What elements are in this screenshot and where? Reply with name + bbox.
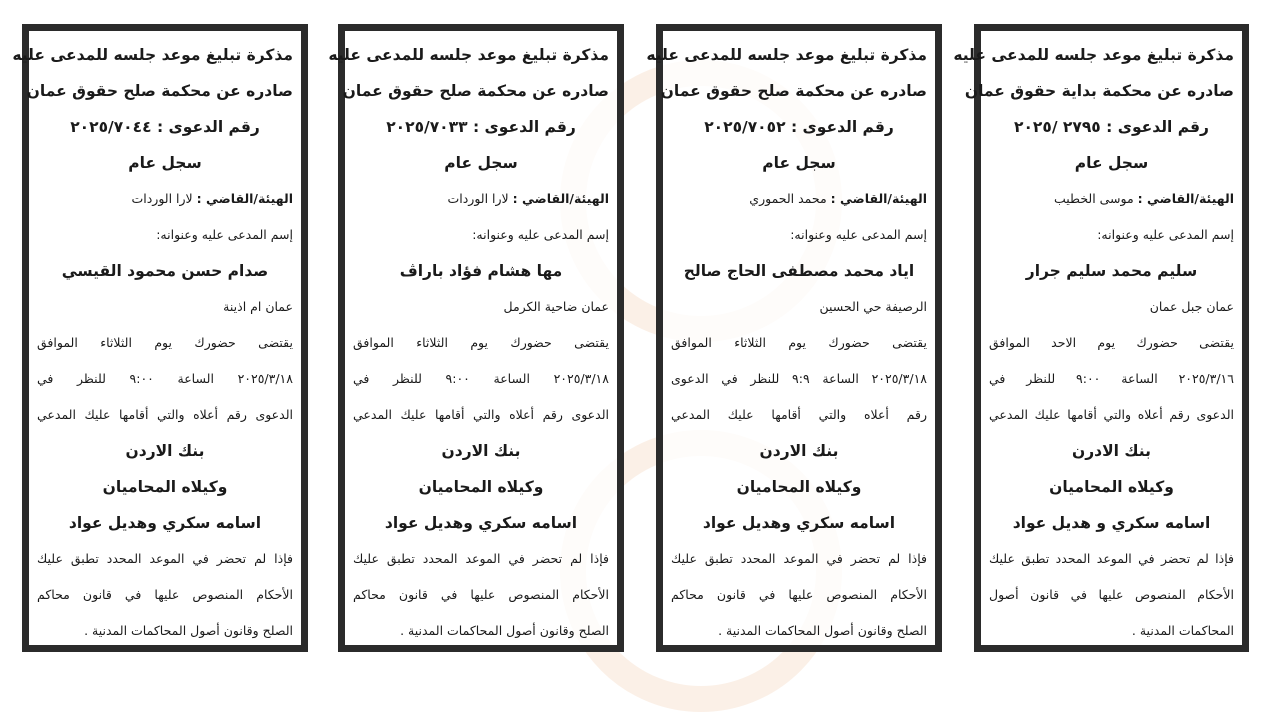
plaintiff-name: بنك الادرن — [1072, 442, 1151, 460]
hearing-text-1: يقتضى حضورك يوم الاحد الموافق — [989, 335, 1234, 350]
hearing-text-3: الدعوى رقم أعلاه والتي أقامها عليك المدعي — [37, 407, 293, 422]
defendant-address: عمان جبل عمان — [1149, 299, 1234, 314]
warning-text-1: فإذا لم تحضر في الموعد المحدد تطبق عليك — [989, 551, 1234, 566]
judge-name: محمد الحموري — [749, 191, 827, 206]
hearing-text-1: يقتضى حضورك يوم الثلاثاء الموافق — [671, 335, 927, 350]
notice-title: مذكرة تبليغ موعد جلسه للمدعى عليه — [328, 46, 609, 64]
plaintiff-name: بنك الاردن — [759, 442, 839, 460]
attorneys-names: اسامه سكري وهديل عواد — [702, 514, 896, 532]
warning-text-3: الصلح وقانون أصول المحاكمات المدنية . — [718, 623, 927, 638]
plaintiff-name: بنك الاردن — [441, 442, 521, 460]
notice-title: مذكرة تبليغ موعد جلسه للمدعى عليه — [12, 46, 293, 64]
notice-card — [953, 24, 1249, 652]
hearing-text-3: رقم أعلاه والتي أقامها عليك المدعي — [671, 407, 927, 422]
hearing-text-2: ٢٠٢٥/٣/١٨ الساعة ٩:٠٠ للنظر في — [37, 371, 293, 386]
defendant-name: اياد محمد مصطفى الحاج صالح — [683, 262, 915, 280]
defendant-name: صدام حسن محمود القيسي — [61, 262, 269, 280]
defendant-name: مها هشام فؤاد باراڤ — [399, 262, 563, 280]
warning-text-1: فإذا لم تحضر في الموعد المحدد تطبق عليك — [37, 551, 293, 566]
judge-line — [989, 181, 1234, 217]
hearing-text-1: يقتضى حضورك يوم الثلاثاء الموافق — [37, 335, 293, 350]
hearing-text-2: ٢٠٢٥/٣/١٦ الساعة ٩:٠٠ للنظر في — [989, 371, 1234, 386]
warning-text-2: الأحكام المنصوص عليها في قانون محاكم — [671, 587, 927, 602]
notice-card — [646, 24, 942, 652]
notice-card — [12, 24, 308, 652]
judge-label: الهيئة/القاضي : — [512, 191, 609, 206]
notice-title: مذكرة تبليغ موعد جلسه للمدعى عليه — [646, 46, 927, 64]
defendant-label: إسم المدعى عليه وعنوانه: — [1097, 227, 1234, 242]
attorneys-names: اسامه سكري وهديل عواد — [68, 514, 262, 532]
case-number: رقم الدعوى : ٢٠٢٥/٧٠٤٤ — [70, 118, 260, 136]
warning-text-2: الأحكام المنصوص عليها في قانون محاكم — [37, 587, 293, 602]
defendant-name: سليم محمد سليم جرار — [1025, 262, 1198, 280]
judge-line — [37, 181, 293, 217]
hearing-text-2: ٢٠٢٥/٣/١٨ الساعة ٩:٠٠ للنظر في — [353, 371, 609, 386]
warning-text-2: الأحكام المنصوص عليها في قانون أصول — [989, 587, 1234, 602]
court-name: صادره عن محكمة صلح حقوق عمان — [660, 82, 927, 100]
defendant-address: عمان ام اذينة — [223, 299, 293, 314]
plaintiff-name: بنك الاردن — [125, 442, 205, 460]
judge-name: لارا الوردات — [131, 191, 193, 206]
registry: سجل عام — [444, 154, 518, 172]
judge-name: موسى الخطيب — [1054, 191, 1134, 206]
court-name: صادره عن محكمة صلح حقوق عمان — [342, 82, 609, 100]
judge-name: لارا الوردات — [447, 191, 509, 206]
judge-line — [671, 181, 927, 217]
notice-title: مذكرة تبليغ موعد جلسه للمدعى عليه — [953, 46, 1234, 64]
attorneys-label: وكيلاه المحاميان — [102, 478, 228, 496]
warning-text-1: فإذا لم تحضر في الموعد المحدد تطبق عليك — [353, 551, 609, 566]
judge-label: الهيئة/القاضي : — [830, 191, 927, 206]
judge-label: الهيئة/القاضي : — [1137, 191, 1234, 206]
registry: سجل عام — [128, 154, 202, 172]
defendant-address: الرصيفة حي الحسين — [819, 299, 927, 314]
court-name: صادره عن محكمة صلح حقوق عمان — [26, 82, 293, 100]
warning-text-3: الصلح وقانون أصول المحاكمات المدنية . — [400, 623, 609, 638]
warning-text-1: فإذا لم تحضر في الموعد المحدد تطبق عليك — [671, 551, 927, 566]
notice-card — [328, 24, 624, 652]
case-number: رقم الدعوى : ٢٠٢٥/٧٠٥٢ — [704, 118, 894, 136]
defendant-label: إسم المدعى عليه وعنوانه: — [472, 227, 609, 242]
warning-text-2: الأحكام المنصوص عليها في قانون محاكم — [353, 587, 609, 602]
attorneys-names: اسامه سكري و هديل عواد — [1012, 514, 1211, 532]
attorneys-label: وكيلاه المحاميان — [736, 478, 862, 496]
registry: سجل عام — [1074, 154, 1149, 172]
hearing-text-2: ٢٠٢٥/٣/١٨ الساعة ٩:٩ للنظر في الدعوى — [671, 371, 927, 386]
attorneys-label: وكيلاه المحاميان — [1049, 478, 1174, 496]
hearing-text-3: الدعوى رقم أعلاه والتي أقامها عليك المدعي — [353, 407, 609, 422]
defendant-label: إسم المدعى عليه وعنوانه: — [790, 227, 927, 242]
hearing-text-3: الدعوى رقم أعلاه والتي أقامها عليك المدعي — [989, 407, 1234, 422]
warning-text-3: الصلح وقانون أصول المحاكمات المدنية . — [84, 623, 293, 638]
judge-line — [353, 181, 609, 217]
case-number: رقم الدعوى : ٢٧٩٥ /٢٠٢٥ — [1014, 118, 1209, 136]
case-number: رقم الدعوى : ٢٠٢٥/٧٠٣٣ — [386, 118, 576, 136]
registry: سجل عام — [762, 154, 836, 172]
attorneys-names: اسامه سكري وهديل عواد — [384, 514, 578, 532]
court-name: صادره عن محكمة بداية حقوق عمان — [964, 82, 1234, 100]
defendant-label: إسم المدعى عليه وعنوانه: — [156, 227, 293, 242]
defendant-address: عمان ضاحية الكرمل — [503, 299, 609, 314]
attorneys-label: وكيلاه المحاميان — [418, 478, 544, 496]
warning-text-3: المحاكمات المدنية . — [1131, 623, 1234, 638]
hearing-text-1: يقتضى حضورك يوم الثلاثاء الموافق — [353, 335, 609, 350]
judge-label: الهيئة/القاضي : — [196, 191, 293, 206]
